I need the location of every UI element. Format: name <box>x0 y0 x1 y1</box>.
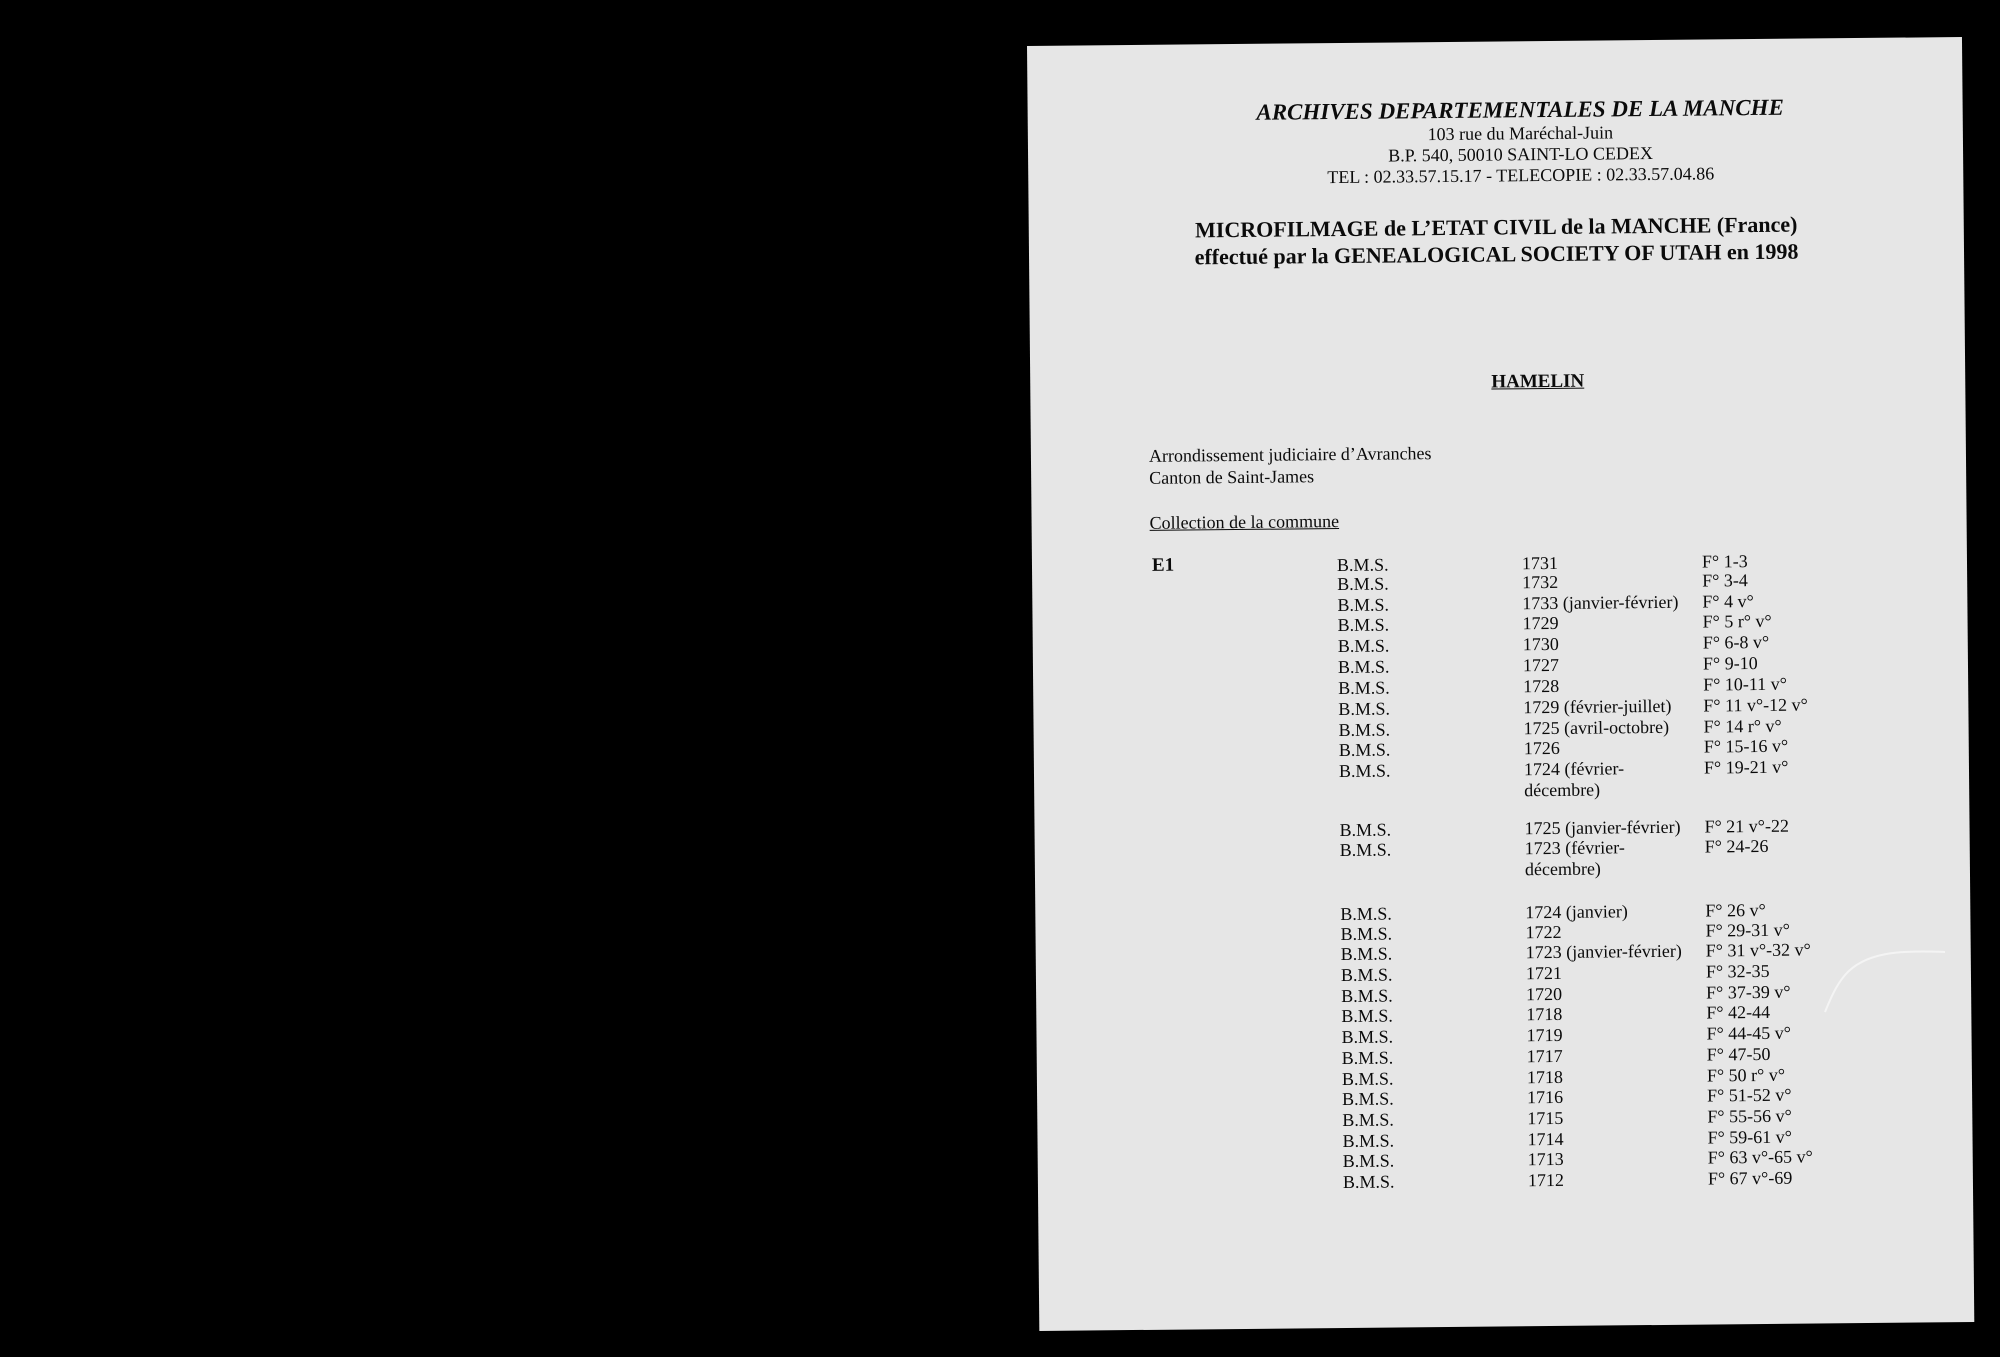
record-row <box>1033 651 1968 678</box>
record-date: 1719 <box>1526 1024 1563 1046</box>
record-date: 1721 <box>1525 962 1563 984</box>
record-date: 1712 <box>1527 1169 1565 1191</box>
record-date: 1727 <box>1522 654 1560 676</box>
record-folio: F° 37-39 v° <box>1706 981 1791 1003</box>
record-folio: F° 31 v°-32 v° <box>1705 939 1811 961</box>
record-folio: F° 9-10 <box>1702 653 1758 674</box>
subtitle-line-2: effectué par la GENEALOGICAL SOCIETY OF UTAH en 1998 <box>1194 238 1799 270</box>
record-date: 1718 <box>1526 1003 1563 1025</box>
record-type: B.M.S. <box>1342 1171 1395 1193</box>
record-type: B.M.S. <box>1341 1068 1394 1090</box>
record-type: B.M.S. <box>1340 964 1393 986</box>
record-type: B.M.S. <box>1339 839 1392 861</box>
record-type: B.M.S. <box>1341 1005 1393 1027</box>
record-row <box>1035 834 1970 880</box>
record-date: 1713 <box>1527 1148 1564 1170</box>
record-date: 1714 <box>1527 1128 1564 1150</box>
record-folio: F° 55-56 v° <box>1707 1105 1792 1127</box>
record-folio: F° 24-26 <box>1704 835 1769 857</box>
institution-postal: B.P. 540, 50010 SAINT-LO CEDEX <box>1388 142 1654 166</box>
record-folio: F° 51-52 v° <box>1707 1084 1792 1106</box>
record-row <box>1034 814 1969 841</box>
record-row <box>1033 630 1968 657</box>
record-type: B.M.S. <box>1338 739 1391 761</box>
record-type: B.M.S. <box>1337 635 1390 657</box>
record-type: B.M.S. <box>1342 1130 1395 1152</box>
record-type: B.M.S. <box>1342 1150 1395 1172</box>
record-folio: F° 32-35 <box>1705 960 1770 982</box>
commune-name: HAMELIN <box>1491 370 1585 393</box>
record-type: B.M.S. <box>1337 594 1390 616</box>
record-date: 1726 <box>1523 737 1560 759</box>
canton: Canton de Saint-James <box>1149 466 1315 488</box>
record-folio: F° 50 r° v° <box>1706 1064 1786 1086</box>
record-type: B.M.S. <box>1338 698 1391 720</box>
record-type: B.M.S. <box>1337 573 1389 595</box>
institution-address: 103 rue du Maréchal-Juin <box>1427 122 1614 145</box>
record-type: B.M.S. <box>1340 923 1393 945</box>
record-date: 1720 <box>1526 983 1563 1005</box>
record-row <box>1033 714 1968 741</box>
record-folio: F° 1-3 <box>1701 551 1748 572</box>
archive-header <box>1028 93 1964 191</box>
record-row <box>1037 1083 1972 1110</box>
arrondissement: Arrondissement judiciaire d’Avranches <box>1148 443 1432 466</box>
record-folio: F° 6-8 v° <box>1702 631 1770 653</box>
record-date: 1718 <box>1526 1066 1564 1088</box>
record-folio: F° 11 v°-12 v° <box>1703 694 1808 716</box>
record-date: 1729 (février-juillet) <box>1523 695 1672 718</box>
record-type: B.M.S. <box>1339 819 1392 841</box>
record-row <box>1034 734 1969 761</box>
record-type: B.M.S. <box>1342 1088 1394 1110</box>
record-type: B.M.S. <box>1337 656 1390 678</box>
record-type: B.M.S. <box>1338 760 1391 782</box>
record-row <box>1035 918 1970 945</box>
record-folio: F° 10-11 v° <box>1703 673 1787 695</box>
record-folio: F° 29-31 v° <box>1705 919 1791 941</box>
record-folio: F° 4 v° <box>1702 591 1754 612</box>
record-type: B.M.S. <box>1340 903 1392 925</box>
record-type: B.M.S. <box>1341 1047 1394 1069</box>
record-date: 1725 (janvier-février) <box>1524 816 1681 839</box>
record-row <box>1038 1145 1973 1172</box>
microfilm-subtitle <box>1029 209 1964 272</box>
record-date: 1722 <box>1525 921 1562 943</box>
record-date: 1715 <box>1527 1107 1564 1129</box>
collection-label: Collection de la commune <box>1149 511 1340 533</box>
document-page <box>1027 37 1974 1331</box>
record-row <box>1033 693 1968 720</box>
record-folio: F° 59-61 v° <box>1707 1126 1793 1148</box>
record-type: B.M.S. <box>1342 1109 1394 1131</box>
record-folio: F° 63 v°-65 v° <box>1707 1146 1813 1168</box>
record-folio: F° 44-45 v° <box>1706 1022 1792 1044</box>
subtitle-line-1: MICROFILMAGE de L’ETAT CIVIL de la MANCHE (France) <box>1194 211 1798 243</box>
record-type: B.M.S. <box>1341 1026 1394 1048</box>
record-type: B.M.S. <box>1338 677 1390 699</box>
record-folio: F° 47-50 <box>1706 1043 1771 1065</box>
administrative-info <box>1149 442 1432 489</box>
record-date: 1730 <box>1522 633 1559 655</box>
record-type: B.M.S. <box>1337 614 1390 636</box>
record-folio: F° 19-21 v° <box>1703 756 1789 778</box>
record-folio: F° 67 v°-69 <box>1707 1167 1793 1189</box>
record-row <box>1038 1166 1973 1193</box>
record-row <box>1036 938 1971 965</box>
record-type: B.M.S. <box>1336 554 1389 576</box>
record-type: B.M.S. <box>1338 719 1391 741</box>
record-date: 1724 (février-décembre) <box>1523 758 1625 801</box>
record-folio: F° 14 r° v° <box>1703 715 1782 737</box>
record-date: 1729 <box>1522 612 1559 634</box>
record-date: 1723 (février-décembre) <box>1524 837 1625 880</box>
record-date: 1728 <box>1523 675 1560 697</box>
institution-name: ARCHIVES DEPARTEMENTALES DE LA MANCHE <box>1256 94 1784 125</box>
record-row <box>1036 1021 1971 1048</box>
record-date: 1725 (avril-octobre) <box>1523 716 1670 739</box>
record-folio: F° 15-16 v° <box>1703 735 1789 757</box>
record-row <box>1032 609 1967 636</box>
record-type: B.M.S. <box>1341 985 1393 1007</box>
record-date: 1732 <box>1522 571 1559 593</box>
record-date: 1731 <box>1521 552 1559 574</box>
record-type: B.M.S. <box>1340 943 1393 965</box>
record-row <box>1037 1063 1972 1090</box>
cote-label: E1 <box>1151 554 1175 576</box>
record-date: 1716 <box>1527 1086 1564 1108</box>
record-date: 1723 (janvier-février) <box>1525 940 1682 963</box>
institution-phone: TEL : 02.33.57.15.17 - TELECOPIE : 02.33.57.04.86 <box>1327 163 1715 188</box>
record-folio: F° 3-4 <box>1702 570 1748 591</box>
record-date: 1724 (janvier) <box>1525 901 1628 923</box>
record-row <box>1037 1042 1972 1069</box>
record-row <box>1035 898 1970 925</box>
record-date: 1733 (janvier-février) <box>1522 591 1679 614</box>
film-scratch <box>1820 950 1950 1020</box>
record-folio: F° 5 r° v° <box>1702 610 1772 632</box>
record-folio: F° 26 v° <box>1705 899 1766 921</box>
record-row <box>1032 589 1967 616</box>
record-date: 1717 <box>1526 1045 1563 1067</box>
record-folio: F° 42-44 <box>1706 1001 1771 1023</box>
record-row <box>1037 1104 1972 1131</box>
record-row <box>1037 1125 1972 1152</box>
record-row <box>1033 672 1968 699</box>
record-row <box>1034 755 1969 801</box>
record-folio: F° 21 v°-22 <box>1704 815 1790 837</box>
